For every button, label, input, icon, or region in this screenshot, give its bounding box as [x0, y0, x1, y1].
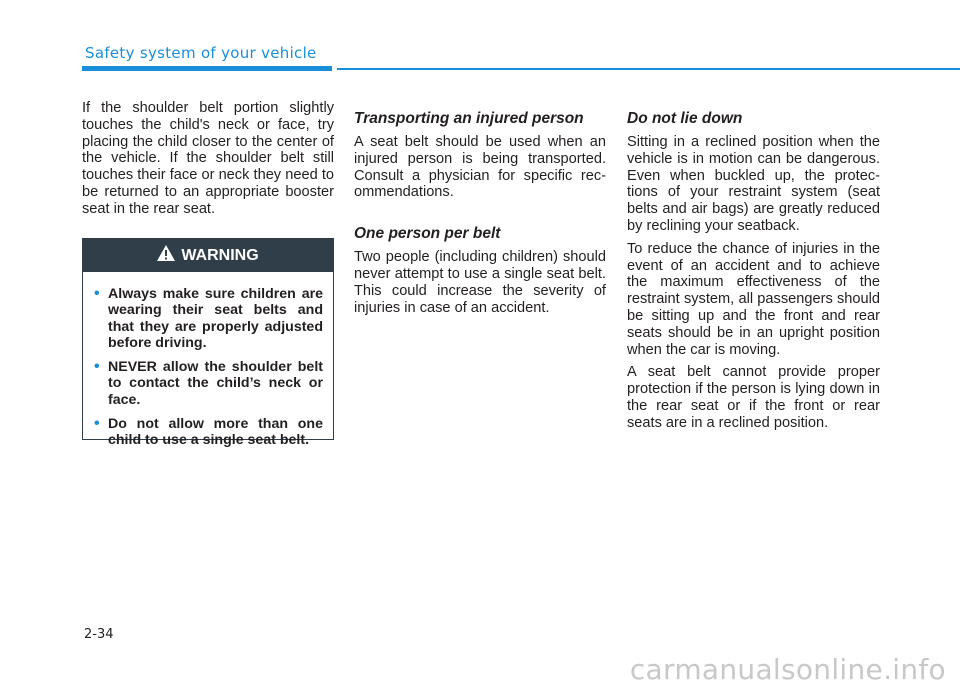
column-middle: [354, 110, 606, 316]
header-accent-bar: [82, 66, 332, 71]
page-number: 2-34: [84, 627, 114, 642]
watermark: carmanualsonline.info: [629, 653, 946, 686]
warning-item: [94, 416, 323, 449]
warning-item: [94, 359, 323, 408]
transporting-paragraph: A seat belt should be used when an injured person is being transported. Consult a physician for specific rec-ommendations.: [354, 134, 606, 201]
warning-item-text: Always make sure children are wearing their seat belts and that they are properly adjusted before driving.: [108, 286, 323, 351]
heading-transporting-injured: Transporting an injured person: [354, 110, 584, 127]
lie-down-paragraph-3: A seat belt cannot provide proper protection if the person is lying down in the rear seat or if the front or rear seats are in a reclined position.: [627, 364, 880, 431]
header-rule: [337, 68, 960, 70]
warning-list: [83, 272, 333, 449]
heading-one-person-per-belt: One person per belt: [354, 225, 501, 243]
column-right: [627, 110, 880, 432]
warning-item: [94, 286, 323, 351]
warning-triangle-icon: [157, 245, 175, 266]
bullet-icon: •: [94, 415, 100, 433]
warning-box: [82, 238, 334, 449]
one-person-paragraph: Two people (including children) should never attempt to use a single seat belt. This could increase the severity of injuries in case of an accident.: [354, 249, 606, 316]
lie-down-paragraph-2: To reduce the chance of injuries in the event of an accident and to achieve the maximum effectiveness of the restraint system, all passengers should be sitting up and the front and rear seats should be in an upright position when the car is moving.: [627, 240, 880, 358]
warning-header: [83, 239, 333, 272]
bullet-icon: •: [94, 285, 100, 302]
heading-do-not-lie-down: Do not lie down: [627, 110, 743, 127]
section-header-title: Safety system of your vehicle: [85, 44, 317, 62]
warning-title: WARNING: [181, 246, 259, 264]
shoulder-belt-paragraph: If the shoulder belt portion slightly touches the child's neck or face, try placing the child closer to the center of the vehicle. If the shoulder belt still touches their face or neck they need to be returned to an appropriate booster seat in the rear seat.: [82, 100, 334, 217]
warning-item-text: Do not allow more than one child to use a single seat belt.: [108, 416, 323, 449]
lie-down-paragraph-1: Sitting in a reclined position when the vehicle is in motion can be dangerous. Even when buckled up, the protec-tions of your restraint system (seat belts and air bags) are greatly reduced by reclining your seatback.: [627, 134, 880, 234]
warning-item-text: NEVER allow the shoulder belt to contact the child’s neck or face.: [108, 359, 323, 408]
column-left: [82, 100, 334, 218]
bullet-icon: •: [94, 358, 100, 376]
